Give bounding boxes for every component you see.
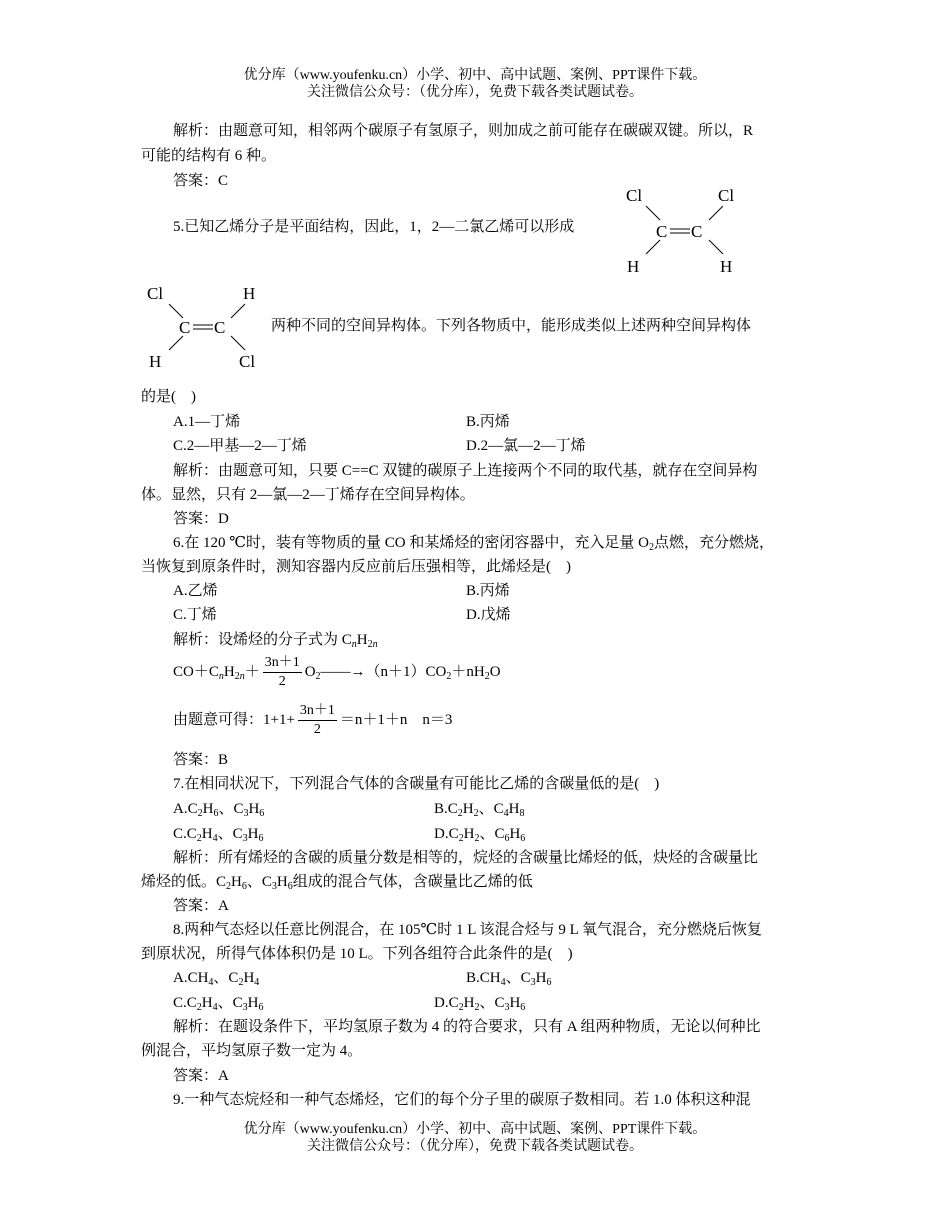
q5-answer: 答案：D [173, 511, 229, 527]
q7-stem: 7.在相同状况下，下列混合气体的含碳量有可能比乙烯的含碳量低的是( ) [173, 776, 660, 792]
q6-analysis: 解析：设烯烃的分子式为 $C_nH_{2n}$ [173, 632, 378, 650]
q7-option-c: $C.C_2H_4$、$C_3H_6$ [173, 826, 264, 844]
q6-option-b: B.丙烯 [466, 583, 510, 599]
q7-analysis-line1: 解析：所有烯烃的含碳的质量分数是相等的，烷烃的含碳量比烯烃的低，炔烃的含碳量比 [173, 850, 759, 866]
q4-answer: 答案：C [173, 173, 229, 189]
q8-option-b: $B.CH_4$、$C_3H_6$ [466, 970, 552, 988]
q4-analysis-line2: 可能的结构有 6 种。 [141, 148, 277, 164]
q5-option-b: B.丙烯 [466, 414, 510, 430]
mol2-cl-left: Cl [147, 284, 164, 303]
q7-analysis-line2: 烯烃的低。$C_2H_6$、$C_3H_6$组成的混合气体，含碳量比乙烯的低 [141, 874, 533, 892]
q7-option-d: $D.C_2H_2$、$C_6H_6$ [434, 826, 526, 844]
mol2-h-left: H [149, 352, 162, 371]
mol1-c-right: C [691, 222, 703, 241]
q6-stem-line1: 6.在 120 ℃时，装有等物质的量 CO 和某烯烃的密闭容器中，充入足量 $O_2$点燃，充分燃烧， [173, 535, 774, 553]
q9-stem-line1: 9.一种气态烷烃和一种气态烯烃，它们的每个分子里的碳原子数相同。若 1.0 体积这种混 [173, 1092, 751, 1108]
q6-equation: $CO+C_nH_{2n}+$ $\frac{3n+1}{2}$ $O_2——\to(n+1)CO_2+nH_2O$ [173, 655, 501, 690]
page-header-line1: 优分库（www.youfenku.cn）小学、初中、高中试题、案例、PPT课件下载。 [243, 68, 707, 83]
page-header-line2: 关注微信公众号：（优分库），免费下载各类试题试卷。 [307, 85, 643, 100]
q8-analysis-line1: 解析：在题设条件下，平均氢原子数为 4 的符合要求，只有 A 组两种物质，无论以何种比 [173, 1019, 761, 1035]
page-footer-line1: 优分库（www.youfenku.cn）小学、初中、高中试题、案例、PPT课件下载。 [243, 1122, 707, 1137]
q5-option-d: D.2—氯—2—丁烯 [466, 438, 586, 454]
q5-option-a: A.1—丁烯 [173, 414, 241, 430]
q6-derivation-fraction: $\frac{3n+1}{2}$ [299, 703, 335, 738]
q8-option-c: $C.C_2H_4$、$C_3H_6$ [173, 995, 264, 1013]
mol2-c-right: C [214, 318, 226, 337]
q6-option-d: D.戊烯 [466, 607, 511, 623]
q8-option-a: $A.CH_4$、$C_2H_4$ [173, 970, 260, 988]
mol1-h-left: H [627, 257, 640, 276]
mol1-cl-left: Cl [626, 186, 643, 205]
q5-stem-line3: 的是( ) [141, 389, 196, 405]
q5-analysis-line1: 解析：由题意可知，只要 C==C 双键的碳原子上连接两个不同的取代基，就存在空间异构 [173, 463, 758, 479]
q8-analysis-line2: 例混合，平均氢原子数一定为 4。 [141, 1043, 363, 1059]
q5-option-c: C.2—甲基—2—丁烯 [173, 438, 307, 454]
mol2-cl-right: Cl [239, 352, 256, 371]
q6-option-c: C.丁烯 [173, 607, 217, 623]
q8-option-d: $D.C_2H_2$、$C_3H_6$ [434, 995, 526, 1013]
q5-stem-line2: 两种不同的空间异构体。下列各物质中，能形成类似上述两种空间异构体 [271, 318, 752, 334]
q8-answer: 答案：A [173, 1068, 229, 1084]
mol1-h-right: H [720, 257, 733, 276]
mol1-cl-right: Cl [718, 186, 735, 205]
mol1-c-left: C [656, 222, 668, 241]
mol2-h-right: H [243, 284, 256, 303]
q6-derivation: 由题意可得：1+1+ $\frac{3n+1}{2}$ ＝n＋1＋n n＝3 [173, 703, 453, 738]
q6-stem-line2: 当恢复到原条件时，测知容器内反应前后压强相等，此烯烃是( ) [141, 559, 571, 575]
q8-stem-line2: 到原状况，所得气体体积仍是 10 L。下列各组符合此条件的是( ) [141, 946, 573, 962]
q7-option-a: $A.C_2H_6$、$C_3H_6$ [173, 801, 265, 819]
mol2-c-left: C [179, 318, 191, 337]
q8-stem-line1: 8.两种气态烃以任意比例混合，在 105℃时 1 L 该混合烃与 9 L 氧气混合，充分燃烧后恢复 [173, 922, 762, 938]
q4-analysis-line1: 解析：由题意可知，相邻两个碳原子有氢原子，则加成之前可能存在碳碳双键。所以，R [173, 123, 754, 139]
q7-answer: 答案：A [173, 898, 229, 914]
cis-dichloroethene-structure [618, 180, 748, 280]
q6-equation-fraction: $\frac{3n+1}{2}$ [264, 655, 300, 690]
q5-analysis-line2: 体。显然，只有 2—氯—2—丁烯存在空间异构体。 [141, 487, 475, 503]
page-footer-line2: 关注微信公众号：（优分库），免费下载各类试题试卷。 [307, 1139, 643, 1154]
trans-dichloroethene-structure [141, 280, 271, 380]
q6-answer: 答案：B [173, 752, 229, 768]
q5-stem: 5.已知乙烯分子是平面结构，因此，1，2—二氯乙烯可以形成 [173, 219, 575, 235]
q6-option-a: A.乙烯 [173, 583, 218, 599]
q7-option-b: $B.C_2H_2$、$C_4H_8$ [434, 801, 525, 819]
